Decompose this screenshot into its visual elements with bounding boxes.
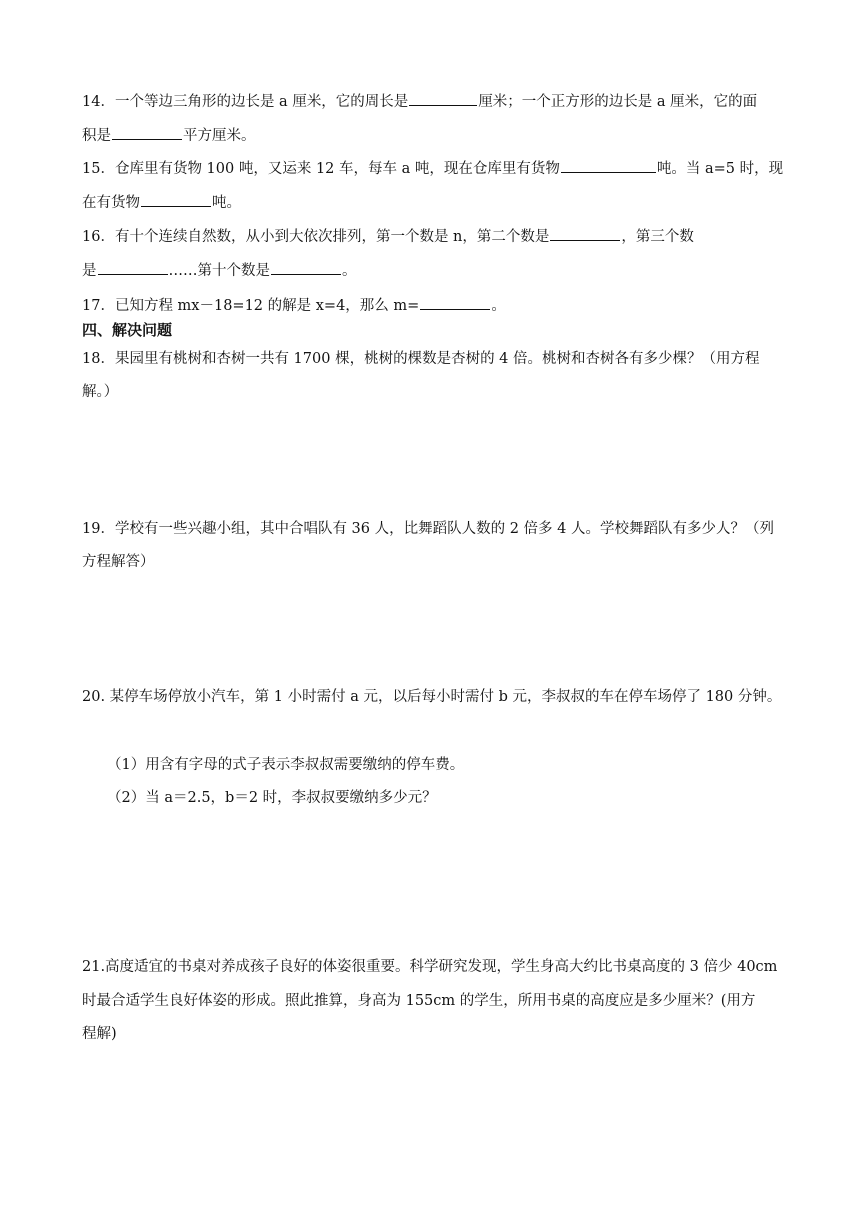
section-title: 四、解决问题	[82, 321, 173, 339]
q14-text-d: 平方厘米。	[183, 128, 256, 144]
q20-sub-question-1: （1）用含有字母的式子表示李叔叔需要缴纳的停车费。	[107, 757, 465, 773]
q14-answer-blank-1[interactable]	[409, 90, 477, 106]
q17-answer-blank[interactable]	[420, 294, 490, 310]
q16-line-2	[82, 259, 357, 281]
q15-line-1	[82, 157, 783, 179]
q16-answer-blank-2[interactable]	[98, 259, 168, 275]
q20-sub-question-2: （2）当 a＝2.5，b＝2 时，李叔叔要缴纳多少元？	[107, 790, 437, 806]
q14-text-b: 厘米；一个正方形的边长是 a 厘米，它的面	[478, 94, 758, 110]
q21-line-3: 程解)	[82, 1026, 117, 1042]
q16-line-1	[82, 225, 694, 247]
q17-line-1	[82, 294, 506, 316]
q19-line-2: 方程解答）	[82, 554, 155, 570]
q16-text-b: ，第三个数	[621, 229, 694, 245]
q16-text-d: ……第十个数是	[168, 263, 270, 279]
q14-text-c: 积是	[82, 128, 111, 144]
q17-text-a: 17．已知方程 mx－18=12 的解是 x=4，那么 m=	[82, 298, 420, 314]
q17-text-b: 。	[491, 298, 506, 314]
q16-answer-blank-1[interactable]	[550, 225, 620, 241]
q16-text-a: 16．有十个连续自然数，从小到大依次排列，第一个数是 n，第二个数是	[82, 229, 550, 245]
q14-answer-blank-2[interactable]	[112, 124, 182, 140]
q20-line-1: 20. 某停车场停放小汽车，第 1 小时需付 a 元，以后每小时需付 b 元，李叔叔的车在停车场停了 180 分钟。	[82, 689, 782, 705]
q21-line-1: 21.高度适宜的书桌对养成孩子良好的体姿很重要。科学研究发现，学生身高大约比书桌高度的 3 倍少 40cm	[82, 959, 778, 975]
q15-text-d: 吨。	[212, 195, 241, 211]
q19-line-1: 19．学校有一些兴趣小组，其中合唱队有 36 人，比舞蹈队人数的 2 倍多 4 人。学校舞蹈队有多少人？（列	[82, 521, 775, 537]
q15-answer-blank-2[interactable]	[141, 191, 211, 207]
q14-line-2	[82, 124, 256, 146]
q16-answer-blank-3[interactable]	[271, 259, 341, 275]
q18-line-2: 解。）	[82, 384, 119, 400]
q15-text-b: 吨。当 a=5 时，现	[656, 161, 784, 177]
q15-line-2	[82, 191, 241, 213]
q15-text-c: 在有货物	[82, 195, 140, 211]
q21-line-2: 时最合适学生良好体姿的形成。照此推算，身高为 155cm 的学生，所用书桌的高度应是多少厘米？(用方	[82, 993, 756, 1009]
q16-text-e: 。	[342, 263, 357, 279]
q15-text-a: 15．仓库里有货物 100 吨，又运来 12 车，每车 a 吨，现在仓库里有货物	[82, 161, 560, 177]
q14-line-1	[82, 90, 757, 112]
q18-line-1: 18．果园里有桃树和杏树一共有 1700 棵，桃树的棵数是杏树的 4 倍。桃树和杏树各有多少棵？（用方程	[82, 351, 760, 367]
q16-text-c: 是	[82, 263, 97, 279]
q15-answer-blank-1[interactable]	[561, 157, 656, 173]
q14-text-a: 14．一个等边三角形的边长是 a 厘米，它的周长是	[82, 94, 409, 110]
